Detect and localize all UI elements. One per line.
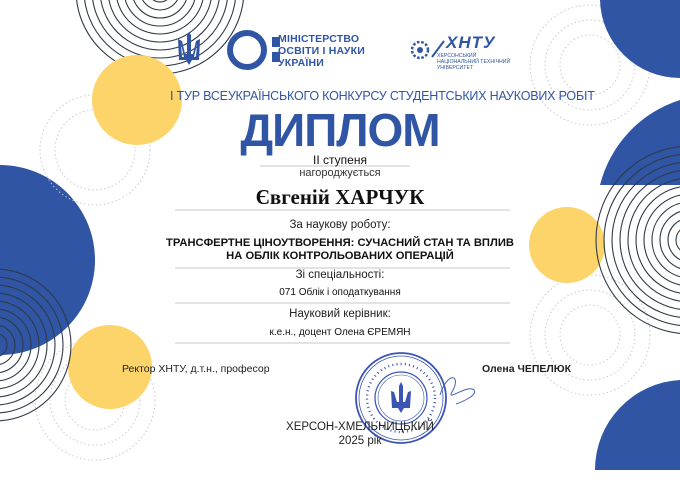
specialty-label: Зі спеціальності: bbox=[295, 269, 385, 281]
ministry-line-1: МІНІСТЕРСТВО bbox=[278, 33, 360, 45]
diploma-degree: ІІ ступеня bbox=[313, 153, 367, 167]
work-title bbox=[160, 237, 520, 263]
issue-place: ХЕРСОН-ХМЕЛЬНИЦЬКИЙ bbox=[286, 421, 434, 433]
university-abbr: ХНТУ bbox=[446, 33, 496, 52]
ministry-line-3: УКРАЇНИ bbox=[278, 57, 325, 69]
yellow-circle-upper-left bbox=[92, 55, 182, 145]
work-title-line-1: ТРАНСФЕРТНЕ ЦІНОУТВОРЕННЯ: СУЧАСНИЙ СТАН ТА ВПЛИВ bbox=[166, 237, 514, 249]
awarded-label: нагороджується bbox=[299, 167, 381, 179]
ministry-logo-icon bbox=[230, 33, 280, 67]
university-line-2: НАЦІОНАЛЬНИЙ ТЕХНІЧНИЙ bbox=[437, 59, 511, 66]
yellow-circle-right bbox=[529, 207, 605, 283]
university-line-1: ХЕРСОНСЬКИЙ bbox=[437, 53, 477, 59]
specialty-value: 071 Облік і оподаткування bbox=[279, 287, 401, 298]
issue-year: 2025 рік bbox=[338, 435, 382, 447]
work-label: За наукову роботу: bbox=[289, 219, 391, 231]
signatory-name: Олена ЧЕПЕЛЮК bbox=[482, 363, 572, 375]
diploma-title: ДИПЛОМ bbox=[240, 104, 440, 156]
blue-shape-right bbox=[600, 100, 680, 185]
ministry-name bbox=[278, 33, 365, 69]
recipient-name: Євгеній ХАРЧУК bbox=[255, 185, 425, 209]
contest-title: І ТУР ВСЕУКРАЇНСЬКОГО КОНКУРСУ СТУДЕНТСЬКИХ НАУКОВИХ РОБІТ bbox=[170, 89, 595, 103]
issue-place-date bbox=[270, 420, 450, 448]
university-line-3: УНІВЕРСИТЕТ bbox=[437, 65, 474, 72]
supervisor-value: к.е.н., доцент Олена ЄРЕМЯН bbox=[269, 327, 411, 338]
supervisor-label: Науковий керівник: bbox=[289, 308, 391, 320]
blue-shape-bottom-right bbox=[595, 380, 680, 470]
signatory-title: Ректор ХНТУ, д.т.н., професор bbox=[122, 363, 270, 375]
ministry-line-2: ОСВІТИ І НАУКИ bbox=[278, 45, 366, 57]
university-full-name bbox=[437, 53, 510, 72]
work-title-line-2: НА ОБЛІК КОНТРОЛЬОВАНИХ ОПЕРАЦІЙ bbox=[226, 250, 454, 262]
blue-shape-left bbox=[0, 165, 95, 355]
blue-shape-top-right bbox=[600, 0, 680, 78]
